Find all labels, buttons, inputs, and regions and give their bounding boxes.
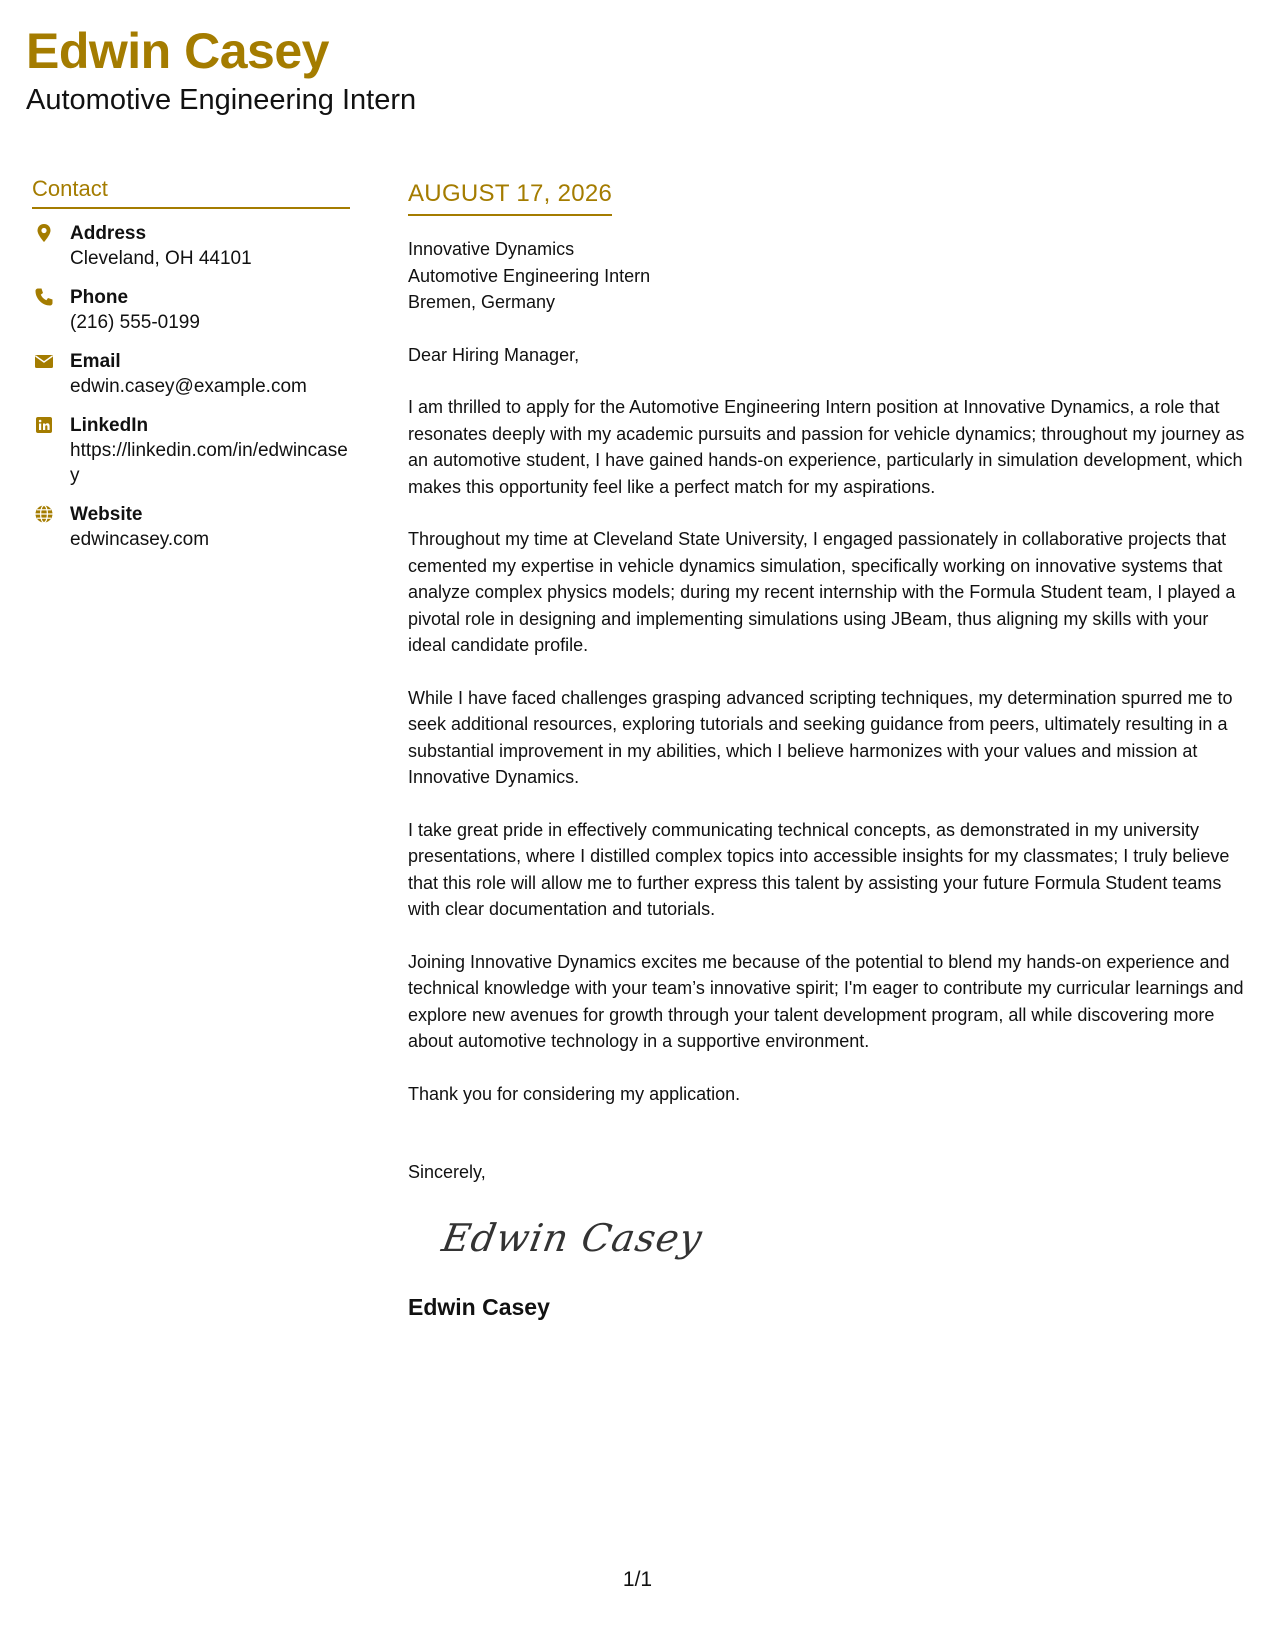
- recipient-location: Bremen, Germany: [408, 292, 556, 312]
- contact-label: LinkedIn: [70, 415, 149, 436]
- contact-item-email: [32, 349, 350, 399]
- recipient-position: Automotive Engineering Intern: [408, 265, 651, 286]
- paragraph: Joining Innovative Dynamics excites me because of the potential to blend my hands-on experience and technical knowledge with your team’s innovative spirit; I'm eager to contribute my curricular learnings and explore new avenues for growth through your talent development program, all while discovering more about automotive technology in a supportive environment.: [408, 951, 1244, 1051]
- salutation: Dear Hiring Manager,: [408, 344, 580, 365]
- paragraph: I am thrilled to apply for the Automotive Engineering Intern position at Innovative Dynamics, a role that resonates deeply with my academic pursuits and passion for vehicle dynamics; throughout my journey as an automotive student, I have gained hands-on experience, particularly in simulation development, which makes this opportunity feel like a perfect match for my aspirations.: [408, 397, 1245, 497]
- applicant-name: Edwin Casey: [26, 23, 329, 79]
- envelope-icon: [34, 351, 54, 371]
- contact-label: Email: [70, 351, 121, 372]
- phone-icon: [34, 287, 54, 307]
- signer-name: Edwin Casey: [408, 1293, 550, 1320]
- paragraph: I take great pride in effectively communicating technical concepts, as demonstrated in my university presentations, where I distilled complex topics into accessible insights for my classmates; I truly believe that this role will allow me to further express this talent by assisting your future Formula Student teams with clear documentation and tutorials.: [408, 819, 1230, 919]
- paragraph: While I have faced challenges grasping advanced scripting techniques, my determination spurred me to seek additional resources, exploring tutorials and seeking guidance from peers, ultimately resulting in a substantial improvement in my abilities, which I believe harmonizes with your values and mission at Innovative Dynamics.: [408, 687, 1233, 787]
- email-link[interactable]: edwin.casey@example.com: [70, 376, 307, 397]
- contact-item-phone: [32, 285, 350, 335]
- contact-label: Address: [70, 223, 147, 244]
- recipient-company: Innovative Dynamics: [408, 239, 575, 259]
- contact-label: Phone: [70, 287, 129, 308]
- linkedin-icon: [34, 415, 54, 435]
- applicant-headline: Automotive Engineering Intern: [26, 84, 417, 116]
- map-pin-icon: [34, 223, 54, 243]
- contact-sidebar: [32, 176, 350, 566]
- address-value: Cleveland, OH 44101: [70, 248, 252, 269]
- letter-date: AUGUST 17, 2026: [408, 180, 612, 216]
- paragraph: Thank you for considering my application.: [408, 1083, 741, 1104]
- contact-section-title: Contact: [32, 176, 350, 209]
- closing: Sincerely,: [408, 1162, 486, 1182]
- letter-paragraphs: [408, 394, 1248, 1107]
- page-number: 1/1: [622, 1568, 653, 1591]
- contact-label: Website: [70, 504, 143, 525]
- contact-item-linkedin: [32, 413, 350, 488]
- phone-value: (216) 555-0199: [70, 312, 200, 333]
- globe-icon: [34, 504, 54, 524]
- signature: Edwin Casey: [438, 1215, 707, 1260]
- paragraph: Throughout my time at Cleveland State University, I engaged passionately in collaborative projects that cemented my expertise in vehicle dynamics simulation, specifically working on innovative systems that analyze complex physics models; during my recent internship with the Formula Student team, I played a pivotal role in designing and implementing simulations using JBeam, thus aligning my skills with your ideal candidate profile.: [408, 529, 1236, 655]
- linkedin-link[interactable]: https://linkedin.com/in/edwincasey: [70, 440, 348, 486]
- contact-item-website: [32, 502, 350, 552]
- website-link[interactable]: edwincasey.com: [70, 529, 210, 550]
- letter-body: [408, 180, 1248, 1321]
- contact-item-address: [32, 221, 350, 271]
- recipient-block: [408, 236, 1248, 316]
